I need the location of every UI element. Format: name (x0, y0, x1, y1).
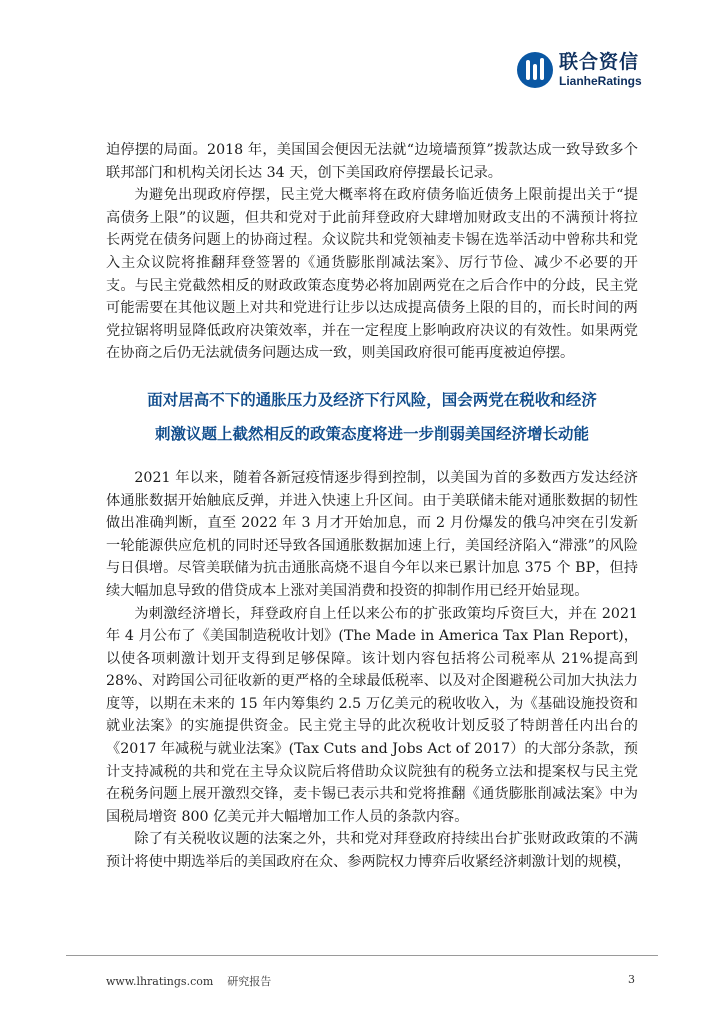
page-number: 3 (628, 973, 635, 986)
section-heading-line: 面对居高不下的通胀压力及经济下行风险，国会两党在税收和经济 (147, 390, 597, 409)
paragraph: 2021 年以来，随着各新冠疫情逐步得到控制，以美国为首的多数西方发达经济体通胀数据开始触底反弹，并进入快速上升区间。由于美联储未能对通胀数据的韧性做出准确判断，直至 2022 年 3 月才开始加息，而 2 月份爆发的俄乌冲突在引发新一轮能源供应危机的同时还导致各国通胀数据加速上行，美国经济陷入“滞涨”的风险与日俱增。尽管美联储为抗击通胀高烧不退自今年以来已累计加息 375 个 BP，但持续大幅加息导致的借贷成本上涨对美国消费和投资的抑制作用已经开始显现。 (106, 469, 638, 599)
paragraph: 为刺激经济增长，拜登政府自上任以来公布的扩张政策均斥资巨大，并在 2021 年 4 月公布了《美国制造税收计划》(The Made in America Tax Plan Report)，以使各项刺激计划开支得到足够保障。该计划内容包括将公司税率从 21%提高到 28%、对跨国公司征收新的更严格的全球最低税率、以及对企图避税公司加大执法力度等，以期在未来的 15 年内筹集约 2.5 万亿美元的税收收入，为《基础设施投资和就业法案》的实施提供资金。民主党主导的此次税收计划反驳了特朗普任内出台的《2017 年减税与就业法案》(Tax Cuts and Jobs Act of 2017）的大部分条款，预计支持减税的共和党在主导众议院后将借助众议院独有的税务立法和提案权与民主党在税务问题上展开激烈交锋，麦卡锡已表示共和党将推翻《通货膨胀削减法案》中为国税局增资 800 亿美元并大幅增加工作人员的条款内容。 (106, 605, 638, 825)
footer-report-type: 研究报告 (227, 975, 272, 988)
paragraph: 除了有关税收议题的法案之外，共和党对拜登政府持续出台扩张财政政策的不满预计将使中期选举后的美国政府在众、参两院权力博弈后收紧经济刺激计划的规模， (106, 831, 638, 871)
paragraph: 为避免出现政府停摆，民主党大概率将在政府债务临近债务上限前提出关于“提高债务上限”的议题，但共和党对于此前拜登政府大肆增加财政支出的不满预计将拉长两党在债务问题上的协商过程。众议院共和党领袖麦卡锡在选举活动中曾称共和党入主众议院将推翻拜登签署的《通货膨胀削减法案》、厉行节俭、减少不必要的开支。与民主党截然相反的财政政策态度势必将加剧两党在之后合作中的分歧，民主党可能需要在其他议题上对共和党进行让步以达成提高债务上限的目的，而长时间的两党拉锯将明显降低政府决策效率，并在一定程度上影响政府决议的有效性。如果两党在协商之后仍无法就债务问题达成一致，则美国政府很可能再度被迫停摆。 (106, 187, 638, 362)
paragraph: 迫停摆的局面。2018 年，美国国会便因无法就“边境墙预算”拨款达成一致导致多个联邦部门和机构关闭长达 34 天，创下美国政府停摆最长记录。 (106, 142, 638, 181)
logo-cn-name: 联合资信 (559, 51, 640, 73)
logo-text (559, 53, 642, 87)
section-heading (106, 383, 638, 451)
footer-website-link[interactable]: www.lhratings.com (106, 975, 214, 988)
header-logo (517, 52, 642, 88)
footer-divider (66, 955, 658, 956)
report-body (106, 139, 638, 874)
footer-left (106, 973, 271, 989)
section-heading-line: 刺激议题上截然相反的政策态度将进一步削弱美国经济增长动能 (154, 424, 589, 443)
logo-en-name: LianheRatings (559, 74, 642, 88)
lianhe-logo-icon (517, 52, 553, 88)
